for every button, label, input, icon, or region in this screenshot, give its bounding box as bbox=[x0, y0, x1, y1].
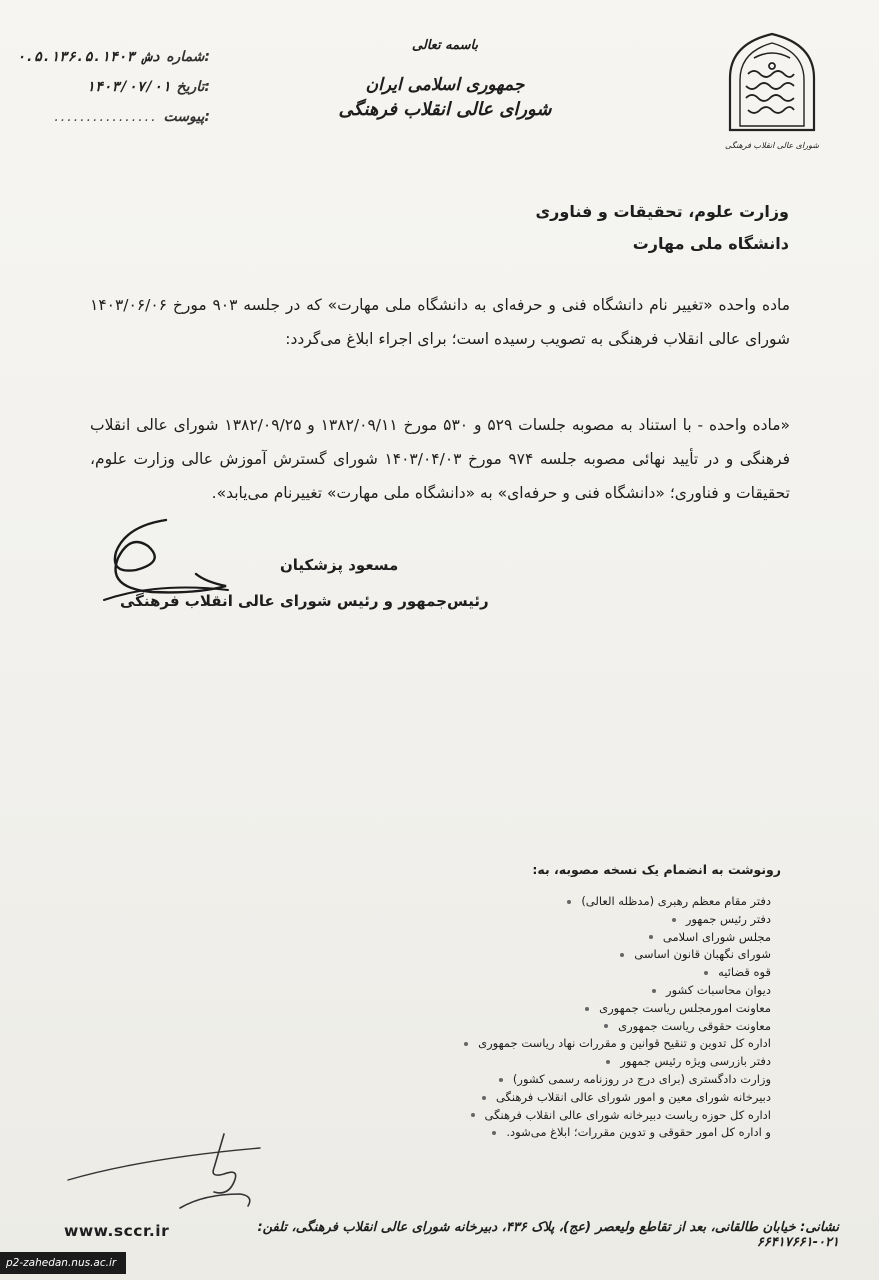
addressee-ministry: وزارت علوم، تحقیقات و فناوری bbox=[535, 202, 789, 221]
country-name: جمهوری اسلامی ایران bbox=[365, 75, 525, 95]
copies-item-text: قوه قضائیه bbox=[718, 965, 771, 980]
attachment-label: پیوست: bbox=[163, 109, 210, 125]
copies-item-text: دفتر بازرسی ویژه رئیس جمهور bbox=[620, 1054, 771, 1069]
copies-item-text: دفتر رئیس جمهور bbox=[685, 911, 771, 926]
bullet-icon bbox=[464, 1042, 468, 1046]
body-paragraph-2: «ماده واحده - با استناد به مصوبه جلسات ۵۲۹ و ۵۳۰ مورخ ۱۳۸۲/۰۹/۱۱ و ۱۳۸۲/۰۹/۲۵ شورای عالی انقلاب فرهنگی و در تأیید نهائی مصوبه جلسه ۹۷۴ مورخ ۱۴۰۳/۰۴/۰۳ شورای گسترش آموزش عالی وزارت علوم، تحقیقات و فناوری؛ «دانشگاه فنی و حرفه‌ای» به «دانشگاه ملی مهارت» تغییرنام می‌یابد». bbox=[90, 416, 790, 502]
letterhead bbox=[330, 38, 560, 120]
attachment-value: ................ bbox=[54, 109, 158, 125]
bullet-icon bbox=[585, 1007, 589, 1011]
copies-list-item bbox=[351, 893, 771, 911]
body-paragraph-1: ماده واحده «تغییر نام دانشگاه فنی و حرفه‌ای به دانشگاه ملی مهارت» که در جلسه ۹۰۳ مورخ ۱۴۰۳/۰۶/۰۶ شورای عالی انقلاب فرهنگی به تصویب رسیده است؛ برای اجراء ابلاغ می‌گردد: bbox=[90, 296, 790, 348]
bullet-icon bbox=[672, 918, 676, 922]
copies-list-item bbox=[351, 982, 771, 1000]
number-label: شماره: bbox=[166, 49, 210, 65]
date-value: ۱۴۰۳/۰۷/۰۱ bbox=[86, 79, 171, 95]
footer-address: نشانی: خیابان طالقانی، بعد از تقاطع ولیعصر (عج)، پلاک ۴۳۶، دبیرخانه شورای عالی انقلاب فرهنگی، تلفن: ۰۲۱-۶۶۴۱۷۶۶۱ bbox=[257, 1220, 839, 1250]
bullet-icon bbox=[471, 1113, 475, 1117]
bullet-icon bbox=[482, 1096, 486, 1100]
bullet-icon bbox=[649, 935, 653, 939]
copies-item-text: معاونت امورمجلس ریاست جمهوری bbox=[599, 1000, 771, 1015]
bullet-icon bbox=[704, 971, 708, 975]
copies-heading: رونوشت به انضمام یک نسخه مصوبه، به: bbox=[532, 862, 781, 877]
copies-item-text: دفتر مقام معظم رهبری (مدظله العالی) bbox=[581, 894, 771, 908]
copies-list bbox=[351, 893, 771, 1142]
bullet-icon bbox=[499, 1078, 503, 1082]
initials-scribble-icon bbox=[64, 1128, 264, 1216]
copies-list-item bbox=[351, 1107, 771, 1125]
copies-list-item bbox=[351, 964, 771, 982]
copies-item-text: اداره کل تدوین و تنقیح قوانین و مقررات نهاد ریاست جمهوری bbox=[478, 1036, 771, 1051]
source-stamp: p2-zahedan.nus.ac.ir bbox=[0, 1252, 126, 1274]
number-value: ۰.۵.۱۳۶.۵.۱۴۰۳ دش bbox=[16, 49, 161, 65]
website-link[interactable]: www.sccr.ir bbox=[64, 1222, 170, 1240]
copies-list-item bbox=[351, 1018, 771, 1036]
bullet-icon bbox=[620, 953, 624, 957]
copies-list-item bbox=[351, 1071, 771, 1089]
copies-list-item bbox=[351, 1089, 771, 1107]
addressee bbox=[536, 196, 789, 260]
copies-item-text: مجلس شورای اسلامی bbox=[662, 929, 771, 944]
copies-item-text: اداره کل حوزه ریاست دبیرخانه شورای عالی انقلاب فرهنگی bbox=[484, 1107, 771, 1122]
organization-name: شورای عالی انقلاب فرهنگی bbox=[338, 99, 552, 120]
copies-list-item bbox=[351, 946, 771, 964]
emblem-caption: شورای عالی انقلاب فرهنگی bbox=[725, 141, 819, 150]
date-label: تاریخ: bbox=[176, 79, 210, 95]
invocation: باسمه تعالی bbox=[411, 38, 479, 53]
copies-item-text: دبیرخانه شورای معین و امور شورای عالی انقلاب فرهنگی bbox=[495, 1089, 771, 1104]
addressee-university: دانشگاه ملی مهارت bbox=[632, 234, 789, 253]
bullet-icon bbox=[492, 1131, 496, 1135]
copies-list-item bbox=[351, 1124, 771, 1142]
bullet-icon bbox=[652, 989, 656, 993]
copies-item-text: و اداره کل امور حقوقی و تدوین مقررات؛ ابلاغ می‌شود. bbox=[506, 1125, 771, 1140]
copies-list-item bbox=[351, 911, 771, 929]
copies-list-item bbox=[351, 1053, 771, 1071]
copies-list-item bbox=[351, 1000, 771, 1018]
bullet-icon bbox=[606, 1060, 610, 1064]
bullet-icon bbox=[567, 900, 571, 904]
council-emblem-icon bbox=[720, 30, 824, 154]
copies-item-text: شورای نگهبان قانون اساسی bbox=[634, 947, 771, 962]
letter-meta bbox=[10, 42, 210, 132]
copies-item-text: معاونت حقوقی ریاست جمهوری bbox=[618, 1018, 771, 1033]
bullet-icon bbox=[604, 1024, 608, 1028]
copies-item-text: وزارت دادگستری (برای درج در روزنامه رسمی کشور) bbox=[512, 1071, 771, 1086]
copies-list-item bbox=[351, 929, 771, 947]
copies-list-item bbox=[351, 1035, 771, 1053]
copies-item-text: دیوان محاسبات کشور bbox=[666, 982, 771, 997]
signatory-title: رئیس‌جمهور و رئیس شورای عالی انقلاب فرهنگی bbox=[120, 592, 489, 610]
signatory-name: مسعود پزشکیان bbox=[280, 556, 399, 574]
